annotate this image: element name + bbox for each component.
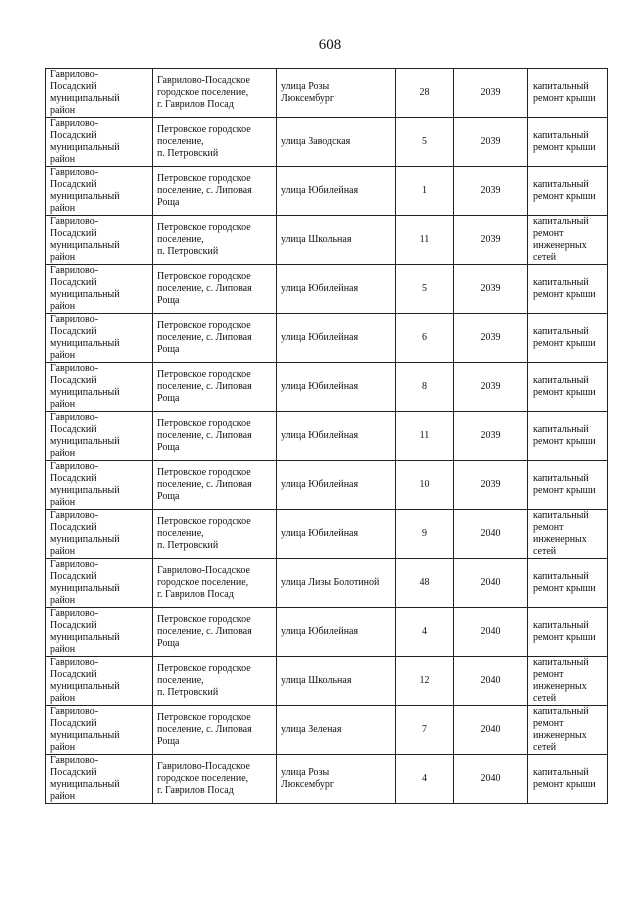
- district-cell: Гаврилово- Посадский муниципальный район: [46, 118, 153, 167]
- year-cell: 2040: [454, 755, 528, 804]
- table-row: [46, 461, 608, 510]
- street-cell: улица Лизы Болотиной: [277, 559, 396, 608]
- district-cell: Гаврилово- Посадский муниципальный район: [46, 412, 153, 461]
- settlement-cell: Петровское городское поселение, с. Липовая Роща: [153, 167, 277, 216]
- house-number-cell: 11: [396, 412, 454, 461]
- house-number-cell: 6: [396, 314, 454, 363]
- settlement-cell: Петровское городское поселение, п. Петровский: [153, 118, 277, 167]
- district-cell: Гаврилово- Посадский муниципальный район: [46, 69, 153, 118]
- house-number-cell: 4: [396, 755, 454, 804]
- table-row: [46, 216, 608, 265]
- street-cell: улица Юбилейная: [277, 167, 396, 216]
- street-cell: улица Юбилейная: [277, 363, 396, 412]
- house-number-cell: 7: [396, 706, 454, 755]
- work-type-cell: капитальный ремонт инженерных сетей: [528, 216, 608, 265]
- street-cell: улица Юбилейная: [277, 461, 396, 510]
- year-cell: 2040: [454, 657, 528, 706]
- year-cell: 2039: [454, 265, 528, 314]
- year-cell: 2040: [454, 608, 528, 657]
- district-cell: Гаврилово- Посадский муниципальный район: [46, 755, 153, 804]
- house-number-cell: 11: [396, 216, 454, 265]
- table-row: [46, 755, 608, 804]
- settlement-cell: Петровское городское поселение, п. Петровский: [153, 657, 277, 706]
- street-cell: улица Розы Люксембург: [277, 755, 396, 804]
- district-cell: Гаврилово- Посадский муниципальный район: [46, 363, 153, 412]
- house-number-cell: 9: [396, 510, 454, 559]
- district-cell: Гаврилово- Посадский муниципальный район: [46, 706, 153, 755]
- district-cell: Гаврилово- Посадский муниципальный район: [46, 167, 153, 216]
- settlement-cell: Петровское городское поселение, с. Липовая Роща: [153, 412, 277, 461]
- street-cell: улица Юбилейная: [277, 412, 396, 461]
- table-row: [46, 314, 608, 363]
- district-cell: Гаврилово- Посадский муниципальный район: [46, 314, 153, 363]
- house-number-cell: 12: [396, 657, 454, 706]
- year-cell: 2039: [454, 363, 528, 412]
- year-cell: 2039: [454, 216, 528, 265]
- house-number-cell: 1: [396, 167, 454, 216]
- district-cell: Гаврилово- Посадский муниципальный район: [46, 265, 153, 314]
- table-row: [46, 706, 608, 755]
- year-cell: 2039: [454, 118, 528, 167]
- year-cell: 2040: [454, 706, 528, 755]
- year-cell: 2039: [454, 314, 528, 363]
- work-type-cell: капитальный ремонт крыши: [528, 461, 608, 510]
- house-number-cell: 5: [396, 265, 454, 314]
- work-type-cell: капитальный ремонт крыши: [528, 265, 608, 314]
- settlement-cell: Гаврилово-Посадское городское поселение, г. Гаврилов Посад: [153, 69, 277, 118]
- settlement-cell: Петровское городское поселение, с. Липовая Роща: [153, 461, 277, 510]
- district-cell: Гаврилово- Посадский муниципальный район: [46, 510, 153, 559]
- work-type-cell: капитальный ремонт инженерных сетей: [528, 657, 608, 706]
- settlement-cell: Петровское городское поселение, с. Липовая Роща: [153, 314, 277, 363]
- year-cell: 2040: [454, 559, 528, 608]
- year-cell: 2039: [454, 412, 528, 461]
- table-row: [46, 118, 608, 167]
- table-row: [46, 265, 608, 314]
- street-cell: улица Заводская: [277, 118, 396, 167]
- house-number-cell: 4: [396, 608, 454, 657]
- settlement-cell: Петровское городское поселение, п. Петровский: [153, 216, 277, 265]
- house-number-cell: 8: [396, 363, 454, 412]
- table-row: [46, 510, 608, 559]
- work-type-cell: капитальный ремонт крыши: [528, 608, 608, 657]
- street-cell: улица Розы Люксембург: [277, 69, 396, 118]
- work-type-cell: капитальный ремонт крыши: [528, 363, 608, 412]
- house-number-cell: 28: [396, 69, 454, 118]
- street-cell: улица Юбилейная: [277, 510, 396, 559]
- house-number-cell: 48: [396, 559, 454, 608]
- settlement-cell: Петровское городское поселение, п. Петровский: [153, 510, 277, 559]
- table-row: [46, 412, 608, 461]
- settlement-cell: Петровское городское поселение, с. Липовая Роща: [153, 363, 277, 412]
- district-cell: Гаврилово- Посадский муниципальный район: [46, 461, 153, 510]
- district-cell: Гаврилово- Посадский муниципальный район: [46, 216, 153, 265]
- work-type-cell: капитальный ремонт инженерных сетей: [528, 706, 608, 755]
- street-cell: улица Зеленая: [277, 706, 396, 755]
- table-body: [46, 69, 608, 804]
- settlement-cell: Гаврилово-Посадское городское поселение, г. Гаврилов Посад: [153, 755, 277, 804]
- street-cell: улица Юбилейная: [277, 608, 396, 657]
- house-number-cell: 10: [396, 461, 454, 510]
- table-row: [46, 608, 608, 657]
- street-cell: улица Школьная: [277, 657, 396, 706]
- work-type-cell: капитальный ремонт крыши: [528, 314, 608, 363]
- year-cell: 2039: [454, 69, 528, 118]
- house-number-cell: 5: [396, 118, 454, 167]
- settlement-cell: Петровское городское поселение, с. Липовая Роща: [153, 608, 277, 657]
- street-cell: улица Юбилейная: [277, 265, 396, 314]
- street-cell: улица Школьная: [277, 216, 396, 265]
- street-cell: улица Юбилейная: [277, 314, 396, 363]
- repair-schedule-table: [45, 68, 608, 804]
- page-number: 608: [318, 37, 342, 53]
- district-cell: Гаврилово- Посадский муниципальный район: [46, 608, 153, 657]
- table-row: [46, 69, 608, 118]
- table-row: [46, 363, 608, 412]
- table-row: [46, 657, 608, 706]
- settlement-cell: Петровское городское поселение, с. Липовая Роща: [153, 265, 277, 314]
- district-cell: Гаврилово- Посадский муниципальный район: [46, 559, 153, 608]
- settlement-cell: Гаврилово-Посадское городское поселение, г. Гаврилов Посад: [153, 559, 277, 608]
- work-type-cell: капитальный ремонт крыши: [528, 412, 608, 461]
- work-type-cell: капитальный ремонт крыши: [528, 167, 608, 216]
- year-cell: 2040: [454, 510, 528, 559]
- settlement-cell: Петровское городское поселение, с. Липовая Роща: [153, 706, 277, 755]
- work-type-cell: капитальный ремонт крыши: [528, 118, 608, 167]
- district-cell: Гаврилово- Посадский муниципальный район: [46, 657, 153, 706]
- year-cell: 2039: [454, 167, 528, 216]
- work-type-cell: капитальный ремонт крыши: [528, 755, 608, 804]
- work-type-cell: капитальный ремонт инженерных сетей: [528, 510, 608, 559]
- year-cell: 2039: [454, 461, 528, 510]
- work-type-cell: капитальный ремонт крыши: [528, 69, 608, 118]
- table-row: [46, 167, 608, 216]
- work-type-cell: капитальный ремонт крыши: [528, 559, 608, 608]
- table-row: [46, 559, 608, 608]
